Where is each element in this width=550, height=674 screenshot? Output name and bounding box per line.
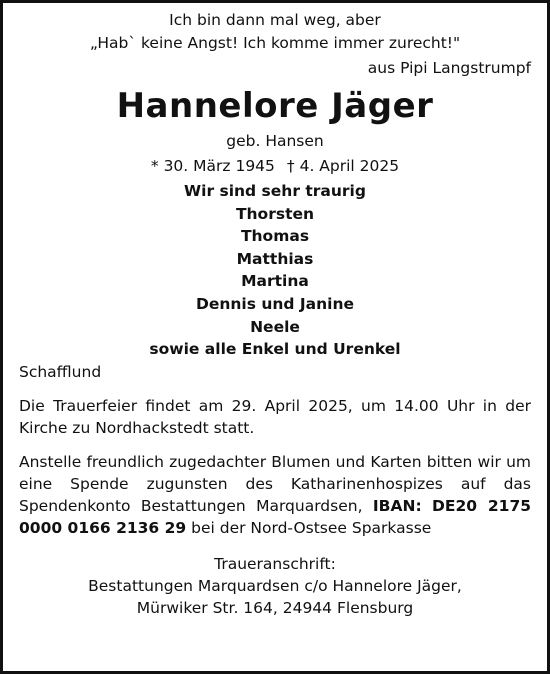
funeral-info: Die Trauerfeier findet am 29. April 2025, um 14.00 Uhr in der Kirche zu Nordhackstedt statt. — [19, 396, 531, 437]
mourning-address — [19, 553, 531, 619]
address-line-2: Mürwiker Str. 164, 24944 Flensburg — [136, 598, 414, 617]
mourner-line: Thorsten — [235, 204, 315, 223]
quote-line-1: Ich bin dann mal weg, aber — [169, 11, 381, 29]
address-line-1: Bestattungen Marquardsen c/o Hannelore Jäger, — [88, 576, 462, 595]
address-heading: Traueranschrift: — [214, 554, 336, 573]
birth-date: * 30. März 1945 — [150, 157, 275, 175]
mourner-line: Martina — [241, 272, 309, 291]
mourner-line: Wir sind sehr traurig — [184, 182, 366, 200]
donation-text: Anstelle freundlich zugedachter Blumen und Karten bitten wir um eine Spende zugunsten des Katharinenhospizes auf das Spendenkonto Bestattungen Marquardsen, — [19, 452, 531, 515]
mourner-line: Thomas — [240, 227, 310, 246]
bank-name: bei der Nord-Ostsee Sparkasse — [191, 518, 432, 537]
location: Schafflund — [19, 362, 102, 381]
quote-source: aus Pipi Langstrumpf — [367, 59, 531, 77]
donation-info — [19, 451, 531, 539]
mourner-line: Matthias — [236, 249, 314, 268]
mourner-line: sowie alle Enkel und Urenkel — [149, 340, 401, 359]
quote — [19, 9, 531, 55]
maiden-name: geb. Hansen — [226, 132, 324, 150]
iban-number: DE20 2175 0000 0166 2136 29 — [19, 496, 532, 537]
mourners-list — [19, 180, 531, 361]
mourner-line: Neele — [250, 317, 300, 336]
death-date: † 4. April 2025 — [286, 157, 400, 175]
deceased-name: Hannelore Jäger — [116, 86, 434, 126]
iban-label: IBAN: — [372, 496, 422, 515]
mourner-line: Dennis und Janine — [195, 294, 355, 313]
life-dates — [19, 155, 531, 177]
quote-line-2: „Hab` keine Angst! Ich komme immer zurecht!" — [89, 34, 461, 52]
